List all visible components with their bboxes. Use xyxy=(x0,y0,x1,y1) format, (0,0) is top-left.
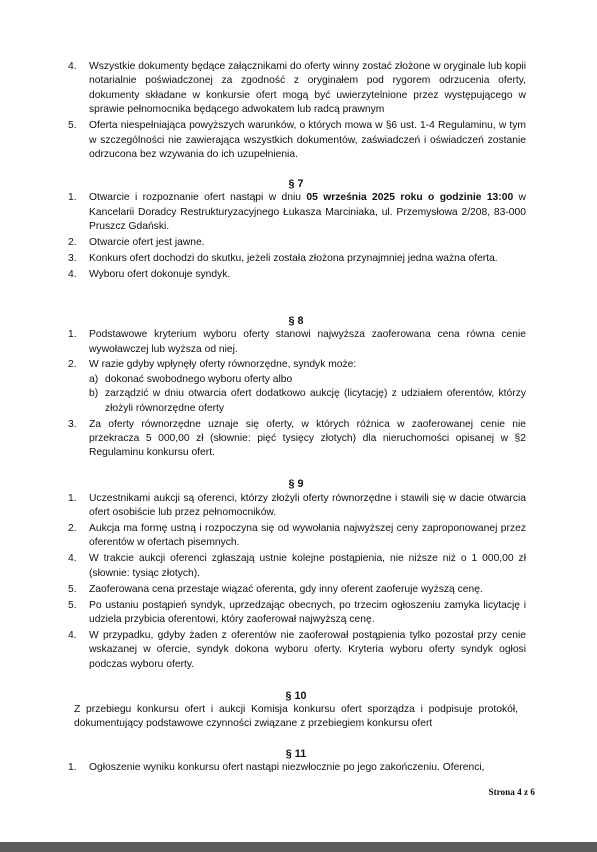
list-item xyxy=(66,358,526,416)
list-item xyxy=(66,236,526,250)
list-item xyxy=(66,492,526,521)
sub-list xyxy=(89,373,526,416)
item-text: W trakcie aukcji oferenci zgłaszają ustnie kolejne postąpienia, nie niższe niż o 1 000,00 zł (słownie: tysiąc złotych). xyxy=(89,553,526,579)
item-number: 4. xyxy=(68,268,77,280)
list-item xyxy=(66,60,526,118)
item-text: Oferta niespełniająca powyższych warunków, o których mowa w §6 ust. 1-4 Regulaminu, w tym w szczególności nie zawierająca wszystkich dokumentów, zaświadczeń i oświadczeń zostanie odrzucona bez wzywania do ich uzupełnienia. xyxy=(89,120,526,160)
list-item xyxy=(66,328,526,357)
section-8-list xyxy=(66,328,526,461)
section-11-heading: § 11 xyxy=(285,747,307,760)
list-item xyxy=(66,761,526,775)
item-number: 1. xyxy=(68,192,77,204)
section-10-heading: § 10 xyxy=(285,689,307,702)
list-item xyxy=(66,583,526,597)
item-text: Ogłoszenie wyniku konkursu ofert nastąpi niezwłocznie po jego zakończeniu. Oferenci, xyxy=(89,762,485,774)
item-text: Za oferty równorzędne uznaje się oferty, w których różnica w zaoferowanej cenie nie przekracza 5 000,00 zł (słownie: pięć tysięcy złotych) dla nieruchomości opisanej w §2 Regulaminu konkursu ofert. xyxy=(89,418,526,459)
section-6-list xyxy=(66,60,526,162)
item-text: W przypadku, gdyby żaden z oferentów nie zaoferował postąpienia tylko pozostał przy cenie wskazanej w ofercie, syndyk dokona wyboru oferty. Kryteria wyboru oferty syndyk ogłosi podczas wyboru oferty. xyxy=(89,629,526,670)
item-number: 2. xyxy=(68,359,77,371)
item-number: 4. xyxy=(68,629,77,641)
item-text: Konkurs ofert dochodzi do skutku, jeżeli została złożona przynajmniej jedna ważna oferta. xyxy=(89,252,498,264)
list-item xyxy=(66,418,526,461)
list-item xyxy=(66,191,526,234)
list-item xyxy=(66,599,526,628)
sub-list-item xyxy=(89,387,526,416)
item-number: 5. xyxy=(68,120,77,132)
viewer-bottom-bar xyxy=(0,842,597,852)
item-text: Wszystkie dokumenty będące załącznikami do oferty winny zostać złożone w oryginale lub kopii notarialnie poświadczonej za zgodność z oryginałem pod rygorem odrzucenia oferty, dokumenty składane w konkursie ofert mogą być uwierzytelnione przez występującego w sprawie pełnomocnika będącego adwokatem lub radcą prawnym xyxy=(89,61,526,116)
sub-item-text: dokonać swobodnego wyboru oferty albo xyxy=(105,373,293,385)
sub-list-item xyxy=(89,373,526,387)
item-text-pre: Otwarcie i rozpoznanie ofert nastąpi w dniu xyxy=(89,192,307,204)
list-item xyxy=(66,119,526,162)
item-number: 3. xyxy=(68,252,77,264)
list-item xyxy=(66,629,526,672)
sub-item-letter: a) xyxy=(89,373,99,385)
item-number: 1. xyxy=(68,762,77,774)
item-text: W razie gdyby wpłynęły oferty równorzędne, syndyk może: xyxy=(89,359,357,371)
section-11-list xyxy=(66,761,526,775)
item-text: Zaoferowana cena przestaje wiązać oferenta, gdy inny oferent zaoferuje wyższą cenę. xyxy=(89,583,483,595)
item-text: Otwarcie ofert jest jawne. xyxy=(89,236,205,248)
list-item xyxy=(66,522,526,551)
item-number: 3. xyxy=(68,418,77,430)
item-text: Podstawowe kryterium wyboru oferty stanowi najwyższa zaoferowana cena równa cenie wywoławczej lub wyższa od niej. xyxy=(89,329,526,355)
item-text: Wyboru ofert dokonuje syndyk. xyxy=(89,268,231,280)
item-number: 2. xyxy=(68,522,77,534)
section-7-heading: § 7 xyxy=(288,177,304,190)
item-number: 4. xyxy=(68,553,77,565)
section-10-paragraph: Z przebiegu konkursu ofert i aukcji Komisja konkursu ofert sporządza i podpisuje protokół, dokumentujący podstawowe czynności związane z przebiegiem konkursu ofert xyxy=(74,703,518,730)
item-number: 1. xyxy=(68,329,77,341)
list-item xyxy=(66,252,526,266)
sub-item-text: zarządzić w dniu otwarcia ofert dodatkowo aukcję (licytację) z udziałem oferentów, którzy złożyli równorzędne oferty xyxy=(105,388,526,414)
sub-item-letter: b) xyxy=(89,388,99,400)
item-text: Po ustaniu postąpień syndyk, uprzedzając obecnych, po trzecim ogłoszeniu zamyka licytację i udziela przybicia oferentowi, który zaoferował najwyższą cenę. xyxy=(89,599,526,625)
item-number: 1. xyxy=(68,492,77,504)
item-number: 5. xyxy=(68,583,77,595)
document-content xyxy=(66,60,526,777)
item-text: Uczestnikami aukcji są oferenci, którzy złożyli oferty równorzędne i stawili się w dacie otwarcia ofert osobiście lub przez pełnomocników. xyxy=(89,492,526,519)
section-8-heading: § 8 xyxy=(288,314,304,327)
item-number: 2. xyxy=(68,236,77,248)
section-9-heading: § 9 xyxy=(288,478,304,491)
list-item xyxy=(66,268,526,282)
item-number: 5. xyxy=(68,599,77,611)
section-9-list xyxy=(66,492,526,672)
item-number: 4. xyxy=(68,61,77,72)
item-text-post: w Kancelarii Doradcy Restrukturyzacyjnego Łukasza Marciniaka, ul. Przemysłowa 2/208, 83-000 Pruszcz Gdański. xyxy=(89,192,526,233)
section-7-list xyxy=(66,191,526,282)
list-item xyxy=(66,552,526,581)
opening-date: 05 września 2025 roku o godzinie 13:00 xyxy=(306,192,514,204)
item-text: Aukcja ma formę ustną i rozpoczyna się od wywołania najwyższej ceny zaproponowanej przez oferentów w ofertach pisemnych. xyxy=(89,522,526,549)
page-number: Strona 4 z 6 xyxy=(488,787,535,797)
